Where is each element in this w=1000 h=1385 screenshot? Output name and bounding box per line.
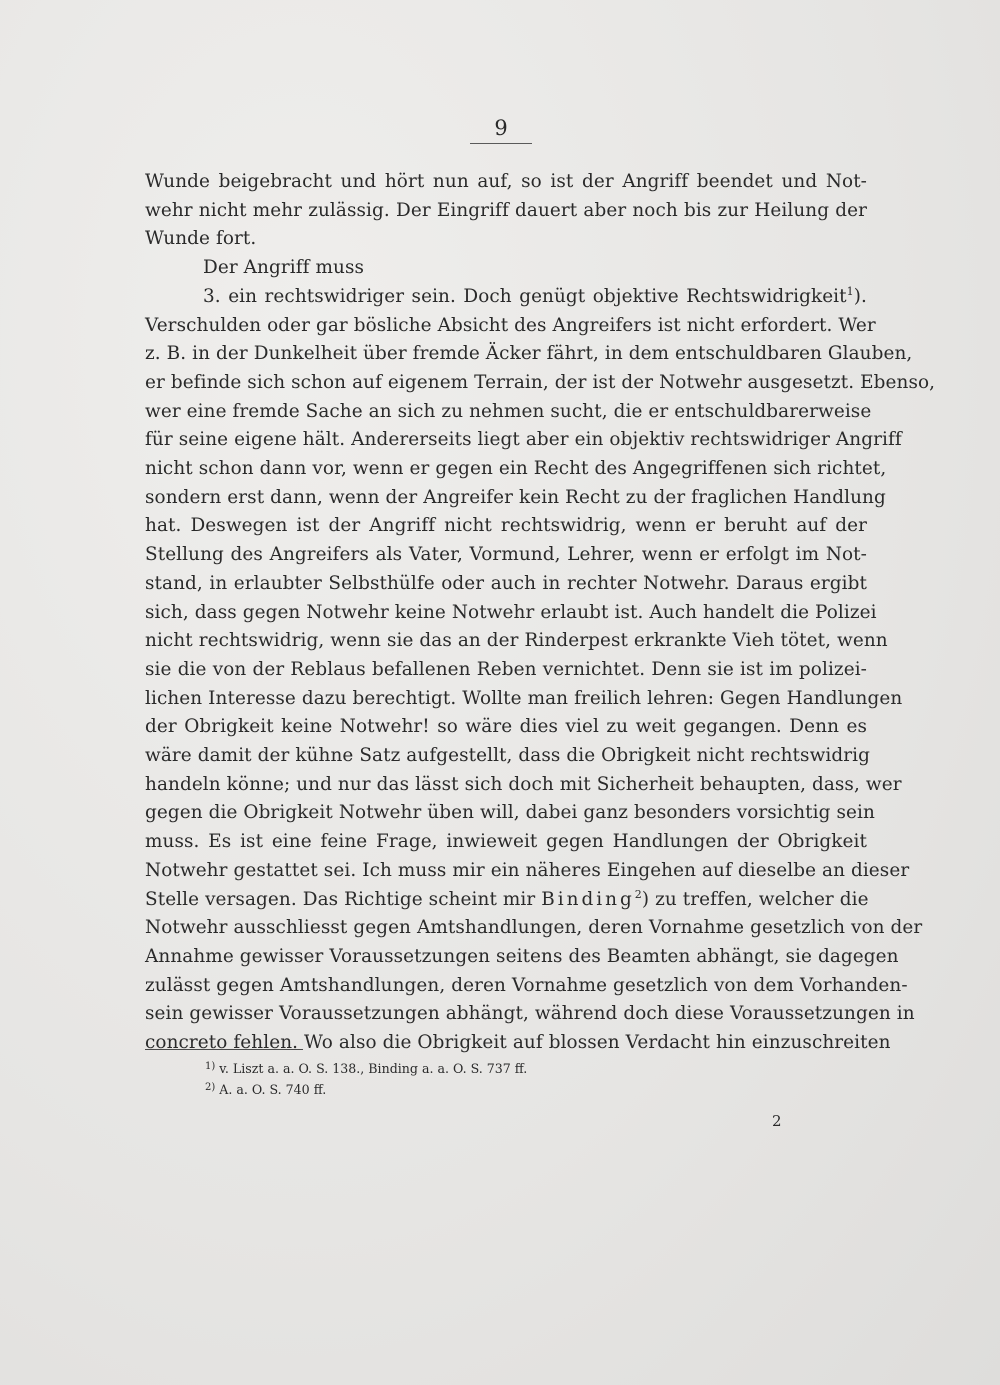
text-line: Wunde fort. <box>145 228 257 250</box>
text-line: Notwehr gestattet sei. Ich muss mir ein näheres Eingehen auf dieselbe an dieser <box>145 859 910 881</box>
text-line: z. B. in der Dunkelheit über fremde Äcker fährt, in dem entschuldbaren Glauben, <box>145 343 913 365</box>
text-line: hat. Deswegen ist der Angriff nicht rechtswidrig, wenn er beruht auf der <box>145 515 867 537</box>
footnote-mark: 2) <box>205 1082 216 1093</box>
body-text <box>145 168 936 1058</box>
author-name: Binding <box>541 888 635 910</box>
text-line-part: 3. ein rechtswidriger sein. Doch genügt objektive Rechtswidrigkeit <box>203 285 847 307</box>
text-line: wer eine fremde Sache an sich zu nehmen sucht, die er entschuldbarerweise <box>145 400 872 422</box>
text-line <box>145 283 867 312</box>
text-line: sie die von der Reblaus befallenen Reben vernichtet. Denn sie ist im polizei- <box>145 658 867 680</box>
text-line: concreto fehlen. Wo also die Obrigkeit auf blossen Verdacht hin einzuschreiten <box>145 1032 891 1054</box>
text-line-part: ) zu treffen, welcher die <box>641 888 869 910</box>
footnote-divider <box>145 1049 303 1050</box>
text-line: handeln könne; und nur das lässt sich doch mit Sicherheit behaupten, dass, wer <box>145 773 902 795</box>
text-line: Verschulden oder gar bösliche Absicht des Angreifers ist nicht erfordert. Wer <box>145 314 876 336</box>
footnote-reference: 2 <box>634 887 642 901</box>
footnote-text: v. Liszt a. a. O. S. 138., Binding a. a. O. S. 737 ff. <box>219 1061 528 1076</box>
text-line: sondern erst dann, wenn der Angreifer kein Recht zu der fraglichen Handlung <box>145 486 886 508</box>
text-line <box>145 886 867 915</box>
text-line: für seine eigene hält. Andererseits liegt aber ein objektiv rechtswidriger Angriff <box>145 429 902 451</box>
text-line: der Obrigkeit keine Notwehr! so wäre dies viel zu weit gegangen. Denn es <box>145 716 867 738</box>
text-line: sein gewisser Voraussetzungen abhängt, während doch diese Voraussetzungen in <box>145 1003 915 1025</box>
footnote <box>205 1079 527 1100</box>
text-line: Der Angriff muss <box>203 257 365 279</box>
text-line: lichen Interesse dazu berechtigt. Wollte man freilich lehren: Gegen Handlungen <box>145 687 903 709</box>
text-line: stand, in erlaubter Selbsthülfe oder auch in rechter Notwehr. Daraus ergibt <box>145 572 867 594</box>
text-line-part: ). <box>853 285 867 307</box>
text-line: Stellung des Angreifers als Vater, Vormund, Lehrer, wenn er erfolgt im Not- <box>145 544 867 566</box>
text-line: Annahme gewisser Voraussetzungen seitens des Beamten abhängt, sie dagegen <box>145 945 899 967</box>
text-line: nicht rechtswidrig, wenn sie das an der Rinderpest erkrankte Vieh tötet, wenn <box>145 630 888 652</box>
footnotes <box>205 1058 527 1100</box>
text-line: Wunde beigebracht und hört nun auf, so ist der Angriff beendet und Not- <box>145 171 867 192</box>
text-line: sich, dass gegen Notwehr keine Notwehr erlaubt ist. Auch handelt die Polizei <box>145 601 877 623</box>
text-line: zulässt gegen Amtshandlungen, deren Vornahme gesetzlich von dem Vorhanden- <box>145 974 908 996</box>
text-line: Notwehr ausschliesst gegen Amtshandlungen, deren Vornahme gesetzlich von der <box>145 917 923 939</box>
footnote <box>205 1058 527 1079</box>
sheet-signature: 2 <box>772 1112 782 1130</box>
text-line: nicht schon dann vor, wenn er gegen ein Recht des Angegriffenen sich richtet, <box>145 458 887 480</box>
footnote-reference: 1 <box>846 284 854 298</box>
text-line: er befinde sich schon auf eigenem Terrain, der ist der Notwehr ausgesetzt. Ebenso, <box>145 371 936 393</box>
text-line: gegen die Obrigkeit Notwehr üben will, dabei ganz besonders vorsichtig sein <box>145 802 875 824</box>
text-line: wäre damit der kühne Satz aufgestellt, dass die Obrigkeit nicht rechtswidrig <box>145 745 871 767</box>
text-line: wehr nicht mehr zulässig. Der Eingriff dauert aber noch bis zur Heilung der <box>145 199 867 221</box>
footnote-mark: 1) <box>205 1061 216 1072</box>
text-line: muss. Es ist eine feine Frage, inwieweit gegen Handlungen der Obrigkeit <box>145 831 867 853</box>
text-line-part: Stelle versagen. Das Richtige scheint mir <box>145 888 536 910</box>
footnote-text: A. a. O. S. 740 ff. <box>219 1082 327 1097</box>
page-number: 9 <box>470 116 532 144</box>
